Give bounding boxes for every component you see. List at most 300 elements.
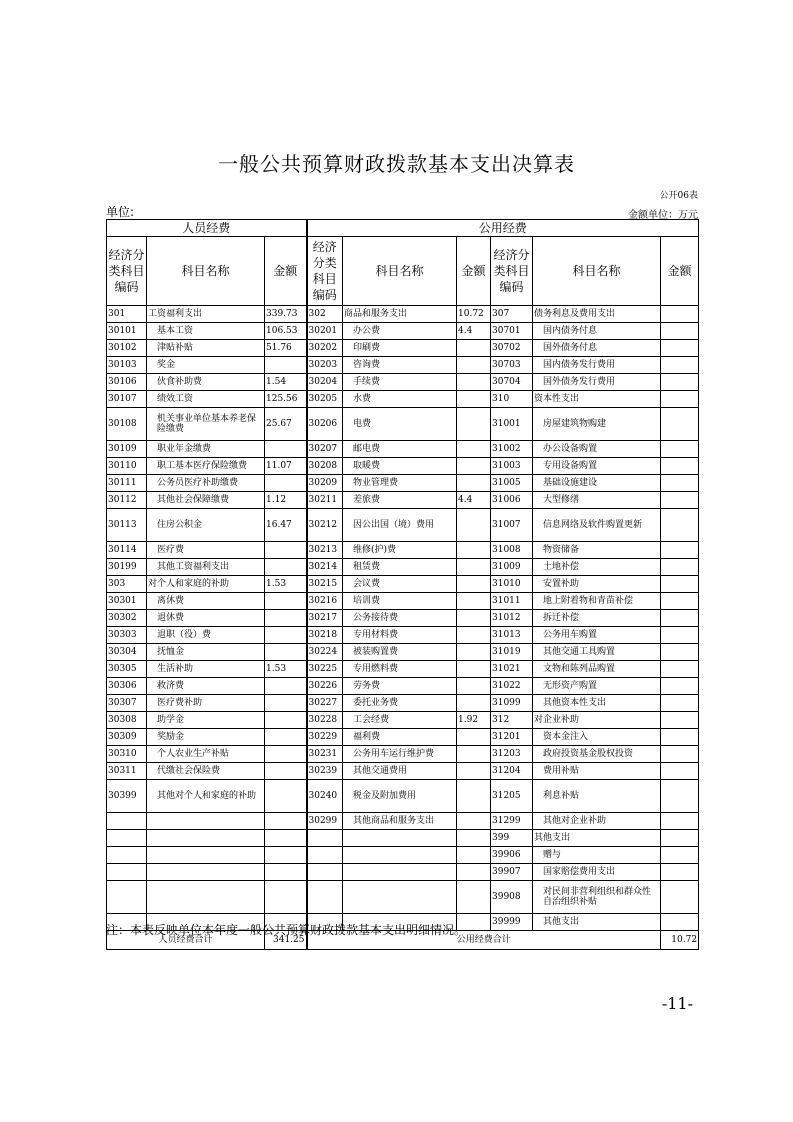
name-cell [147, 864, 265, 881]
table-row [107, 780, 699, 813]
amount-cell [457, 847, 491, 864]
code-cell: 303 [107, 576, 147, 593]
code-cell: 31204 [491, 763, 533, 780]
amount-cell [661, 374, 699, 391]
name-cell: 培训费 [343, 593, 457, 610]
name-cell: 住房公积金 [147, 509, 265, 542]
name-cell: 费用补贴 [533, 763, 661, 780]
amount-cell [661, 914, 699, 931]
name-cell: 机关事业单位基本养老保险缴费 [147, 408, 265, 441]
table-row [107, 306, 699, 323]
name-cell: 信息网络及软件购置更新 [533, 509, 661, 542]
name-cell: 其他资本性支出 [533, 695, 661, 712]
code-cell: 31012 [491, 610, 533, 627]
amount-cell [265, 780, 307, 813]
name-cell: 公务用车购置 [533, 627, 661, 644]
code-cell: 31001 [491, 408, 533, 441]
amount-cell [661, 340, 699, 357]
name-cell: 工会经费 [343, 712, 457, 729]
amount-cell [457, 763, 491, 780]
amount-cell [661, 492, 699, 509]
code-cell: 30107 [107, 391, 147, 408]
name-cell: 奖励金 [147, 729, 265, 746]
amount-cell: 4.4 [457, 323, 491, 340]
name-cell: 水费 [343, 391, 457, 408]
header-code: 经济分类科目编码 [491, 237, 533, 306]
code-cell: 31019 [491, 644, 533, 661]
name-cell: 绩效工资 [147, 391, 265, 408]
name-cell: 专用燃料费 [343, 661, 457, 678]
name-cell: 拆迁补偿 [533, 610, 661, 627]
amount-cell [457, 542, 491, 559]
table-row [107, 391, 699, 408]
name-cell: 物资储备 [533, 542, 661, 559]
table-row [107, 661, 699, 678]
code-cell: 30110 [107, 458, 147, 475]
code-cell: 39906 [491, 847, 533, 864]
code-cell: 30201 [307, 323, 343, 340]
amount-cell [265, 593, 307, 610]
table-row [107, 881, 699, 914]
table-row [107, 830, 699, 847]
amount-cell [661, 661, 699, 678]
code-cell: 30225 [307, 661, 343, 678]
amount-cell [457, 780, 491, 813]
amount-cell: 1.53 [265, 661, 307, 678]
personnel-total-label: 人员经费合计 [107, 931, 265, 950]
name-cell: 对企业补助 [533, 712, 661, 729]
name-cell: 其他工资福利支出 [147, 559, 265, 576]
code-cell: 30111 [107, 475, 147, 492]
name-cell: 其他交通费用 [343, 763, 457, 780]
code-cell: 39999 [491, 914, 533, 931]
code-cell: 30399 [107, 780, 147, 813]
table-row [107, 729, 699, 746]
code-cell: 399 [491, 830, 533, 847]
table-row [107, 593, 699, 610]
name-cell [343, 847, 457, 864]
table-row [107, 374, 699, 391]
section-personnel: 人员经费 [107, 220, 307, 237]
table-row [107, 864, 699, 881]
name-cell [147, 830, 265, 847]
page-title: 一般公共预算财政拨款基本支出决算表 [218, 152, 575, 176]
code-cell: 31203 [491, 746, 533, 763]
amount-cell [265, 763, 307, 780]
table-row [107, 357, 699, 374]
code-cell: 30311 [107, 763, 147, 780]
name-cell: 基本工资 [147, 323, 265, 340]
amount-cell [661, 830, 699, 847]
code-cell: 31009 [491, 559, 533, 576]
name-cell [147, 881, 265, 914]
amount-cell [457, 746, 491, 763]
table-row [107, 813, 699, 830]
public-total-value: 10.72 [661, 931, 699, 950]
amount-cell [265, 881, 307, 914]
code-cell [307, 881, 343, 914]
name-cell: 安置补助 [533, 576, 661, 593]
table-row [107, 492, 699, 509]
name-cell: 退职（役）费 [147, 627, 265, 644]
name-cell: 会议费 [343, 576, 457, 593]
code-cell [307, 830, 343, 847]
header-name: 科目名称 [147, 237, 265, 306]
name-cell: 其他商品和服务支出 [343, 813, 457, 830]
code-cell: 30209 [307, 475, 343, 492]
name-cell [147, 813, 265, 830]
amount-cell: 4.4 [457, 492, 491, 509]
amount-cell [661, 813, 699, 830]
amount-cell: 1.12 [265, 492, 307, 509]
amount-cell [457, 509, 491, 542]
amount-cell [457, 610, 491, 627]
name-cell: 邮电费 [343, 441, 457, 458]
name-cell: 地上附着物和青苗补偿 [533, 593, 661, 610]
code-cell: 30202 [307, 340, 343, 357]
table-row [107, 340, 699, 357]
amount-cell [457, 729, 491, 746]
name-cell: 其他社会保障缴费 [147, 492, 265, 509]
section-public: 公用经费 [307, 220, 699, 237]
amount-cell [661, 864, 699, 881]
amount-cell [265, 542, 307, 559]
amount-cell: 11.07 [265, 458, 307, 475]
amount-cell: 16.47 [265, 509, 307, 542]
name-cell: 国家赔偿费用支出 [533, 864, 661, 881]
name-cell: 医疗费补助 [147, 695, 265, 712]
amount-unit: 金额单位：万元 [628, 210, 698, 221]
name-cell: 伙食补助费 [147, 374, 265, 391]
code-cell: 30306 [107, 678, 147, 695]
name-cell: 基础设施建设 [533, 475, 661, 492]
name-cell [343, 864, 457, 881]
page-number: -11- [661, 994, 693, 1013]
amount-cell [457, 357, 491, 374]
name-cell [343, 830, 457, 847]
code-cell: 307 [491, 306, 533, 323]
amount-cell [265, 644, 307, 661]
name-cell: 资本性支出 [533, 391, 661, 408]
name-cell: 福利费 [343, 729, 457, 746]
name-cell: 救济费 [147, 678, 265, 695]
amount-cell [457, 458, 491, 475]
table-row [107, 695, 699, 712]
form-number: 公开06表 [659, 191, 698, 201]
table-row [107, 712, 699, 729]
name-cell: 职工基本医疗保险缴费 [147, 458, 265, 475]
amount-cell: 125.56 [265, 391, 307, 408]
code-cell: 30299 [307, 813, 343, 830]
amount-cell [457, 830, 491, 847]
code-cell: 30703 [491, 357, 533, 374]
unit-label: 单位: [106, 205, 135, 219]
code-cell: 30302 [107, 610, 147, 627]
amount-cell [265, 441, 307, 458]
code-cell: 30112 [107, 492, 147, 509]
amount-cell [661, 441, 699, 458]
code-cell: 30229 [307, 729, 343, 746]
amount-cell [265, 357, 307, 374]
name-cell: 文物和陈列品购置 [533, 661, 661, 678]
code-cell: 30216 [307, 593, 343, 610]
amount-cell: 51.76 [265, 340, 307, 357]
code-cell: 30702 [491, 340, 533, 357]
section-header-row [107, 220, 699, 237]
amount-cell: 339.73 [265, 306, 307, 323]
amount-cell [457, 408, 491, 441]
name-cell: 资本金注入 [533, 729, 661, 746]
code-cell: 30305 [107, 661, 147, 678]
amount-cell [457, 374, 491, 391]
code-cell: 30704 [491, 374, 533, 391]
code-cell: 30304 [107, 644, 147, 661]
code-cell: 31299 [491, 813, 533, 830]
name-cell: 商品和服务支出 [343, 306, 457, 323]
code-cell: 31205 [491, 780, 533, 813]
name-cell: 其他支出 [533, 914, 661, 931]
amount-cell [661, 593, 699, 610]
personnel-total-value: 341.25 [265, 931, 307, 950]
code-cell: 39907 [491, 864, 533, 881]
amount-cell [457, 627, 491, 644]
name-cell: 手续费 [343, 374, 457, 391]
name-cell: 公务用车运行维护费 [343, 746, 457, 763]
code-cell: 30206 [307, 408, 343, 441]
name-cell: 国内债务付息 [533, 323, 661, 340]
code-cell: 30101 [107, 323, 147, 340]
code-cell: 30231 [307, 746, 343, 763]
amount-cell [265, 729, 307, 746]
name-cell: 其他交通工具购置 [533, 644, 661, 661]
amount-cell [265, 864, 307, 881]
code-cell: 30240 [307, 780, 343, 813]
amount-cell [661, 881, 699, 914]
code-cell: 31003 [491, 458, 533, 475]
code-cell: 30108 [107, 408, 147, 441]
table-row [107, 509, 699, 542]
expenditure-table [106, 219, 699, 950]
code-cell: 30205 [307, 391, 343, 408]
code-cell: 30109 [107, 441, 147, 458]
amount-cell [457, 864, 491, 881]
table-row [107, 627, 699, 644]
table-row [107, 475, 699, 492]
code-cell: 31099 [491, 695, 533, 712]
name-cell: 抚恤金 [147, 644, 265, 661]
amount-cell [661, 542, 699, 559]
footnote: 注：本表反映单位本年度一般公共预算财政拨款基本支出明细情况。 [106, 923, 467, 937]
name-cell: 办公费 [343, 323, 457, 340]
amount-cell: 1.92 [457, 712, 491, 729]
code-cell [307, 864, 343, 881]
name-cell: 职业年金缴费 [147, 441, 265, 458]
code-cell: 30303 [107, 627, 147, 644]
amount-cell [661, 357, 699, 374]
code-cell: 30227 [307, 695, 343, 712]
code-cell: 30224 [307, 644, 343, 661]
amount-cell [661, 746, 699, 763]
code-cell: 310 [491, 391, 533, 408]
amount-cell [661, 408, 699, 441]
table-row [107, 559, 699, 576]
code-cell: 31022 [491, 678, 533, 695]
amount-cell [661, 576, 699, 593]
amount-cell [457, 593, 491, 610]
code-cell: 312 [491, 712, 533, 729]
code-cell: 31008 [491, 542, 533, 559]
code-cell: 30106 [107, 374, 147, 391]
code-cell: 30102 [107, 340, 147, 357]
amount-cell [265, 746, 307, 763]
name-cell: 办公设备购置 [533, 441, 661, 458]
code-cell: 30203 [307, 357, 343, 374]
code-cell: 30103 [107, 357, 147, 374]
code-cell: 30211 [307, 492, 343, 509]
amount-cell [457, 881, 491, 914]
name-cell: 利息补贴 [533, 780, 661, 813]
code-cell [107, 864, 147, 881]
amount-cell [457, 391, 491, 408]
table-row [107, 644, 699, 661]
name-cell: 奖金 [147, 357, 265, 374]
amount-cell [661, 306, 699, 323]
code-cell: 30114 [107, 542, 147, 559]
code-cell: 302 [307, 306, 343, 323]
table-row [107, 576, 699, 593]
name-cell: 房屋建筑物购建 [533, 408, 661, 441]
name-cell: 离休费 [147, 593, 265, 610]
code-cell: 30239 [307, 763, 343, 780]
code-cell: 30228 [307, 712, 343, 729]
amount-cell [661, 678, 699, 695]
name-cell: 退休费 [147, 610, 265, 627]
amount-cell: 10.72 [457, 306, 491, 323]
amount-cell [265, 695, 307, 712]
code-cell: 30226 [307, 678, 343, 695]
code-cell: 31007 [491, 509, 533, 542]
amount-cell [265, 847, 307, 864]
table-row [107, 408, 699, 441]
amount-cell [661, 559, 699, 576]
name-cell: 税金及附加费用 [343, 780, 457, 813]
name-cell: 公务员医疗补助缴费 [147, 475, 265, 492]
amount-cell [661, 391, 699, 408]
table-row [107, 542, 699, 559]
name-cell: 物业管理费 [343, 475, 457, 492]
amount-cell [265, 610, 307, 627]
amount-cell [457, 695, 491, 712]
name-cell: 无形资产购置 [533, 678, 661, 695]
amount-cell [457, 576, 491, 593]
code-cell: 30214 [307, 559, 343, 576]
amount-cell: 25.67 [265, 408, 307, 441]
amount-cell [457, 813, 491, 830]
code-cell: 31005 [491, 475, 533, 492]
name-cell: 医疗费 [147, 542, 265, 559]
code-cell [307, 847, 343, 864]
code-cell: 30113 [107, 509, 147, 542]
table-row [107, 441, 699, 458]
table-row [107, 847, 699, 864]
code-cell: 30310 [107, 746, 147, 763]
table-row [107, 610, 699, 627]
name-cell: 其他对企业补助 [533, 813, 661, 830]
name-cell: 国内债务发行费用 [533, 357, 661, 374]
amount-cell [265, 712, 307, 729]
name-cell: 大型修缮 [533, 492, 661, 509]
code-cell [107, 830, 147, 847]
header-name: 科目名称 [343, 237, 457, 306]
name-cell: 专用设备购置 [533, 458, 661, 475]
name-cell: 租赁费 [343, 559, 457, 576]
table-row [107, 678, 699, 695]
amount-cell [457, 559, 491, 576]
code-cell: 31011 [491, 593, 533, 610]
header-code: 经济分类科目编码 [307, 237, 343, 306]
name-cell: 被装购置费 [343, 644, 457, 661]
amount-cell [661, 763, 699, 780]
header-amount: 金额 [457, 237, 491, 306]
name-cell: 债务利息及费用支出 [533, 306, 661, 323]
column-header-row [107, 237, 699, 306]
name-cell: 赠与 [533, 847, 661, 864]
amount-cell [661, 695, 699, 712]
name-cell: 国外债务发行费用 [533, 374, 661, 391]
name-cell: 对个人和家庭的补助 [147, 576, 265, 593]
code-cell [107, 847, 147, 864]
code-cell: 31201 [491, 729, 533, 746]
name-cell: 对民间非营利组织和群众性自治组织补贴 [533, 881, 661, 914]
amount-cell [265, 678, 307, 695]
code-cell: 301 [107, 306, 147, 323]
table-row [107, 323, 699, 340]
name-cell: 其他支出 [533, 830, 661, 847]
amount-cell [457, 441, 491, 458]
code-cell: 30308 [107, 712, 147, 729]
code-cell: 30701 [491, 323, 533, 340]
name-cell: 电费 [343, 408, 457, 441]
amount-cell [265, 830, 307, 847]
amount-cell [661, 475, 699, 492]
name-cell: 劳务费 [343, 678, 457, 695]
amount-cell [265, 559, 307, 576]
code-cell: 31010 [491, 576, 533, 593]
code-cell: 30208 [307, 458, 343, 475]
name-cell: 生活补助 [147, 661, 265, 678]
code-cell: 30309 [107, 729, 147, 746]
amount-cell [661, 712, 699, 729]
code-cell: 30212 [307, 509, 343, 542]
amount-cell [457, 661, 491, 678]
amount-cell [661, 509, 699, 542]
amount-cell [661, 627, 699, 644]
code-cell: 30218 [307, 627, 343, 644]
name-cell: 代缴社会保险费 [147, 763, 265, 780]
code-cell [107, 813, 147, 830]
amount-cell [661, 729, 699, 746]
header-amount: 金额 [661, 237, 699, 306]
code-cell: 39908 [491, 881, 533, 914]
amount-cell [661, 780, 699, 813]
code-cell: 31013 [491, 627, 533, 644]
name-cell: 取暖费 [343, 458, 457, 475]
table-row [107, 763, 699, 780]
name-cell: 专用材料费 [343, 627, 457, 644]
code-cell: 30217 [307, 610, 343, 627]
amount-cell: 1.54 [265, 374, 307, 391]
name-cell [343, 881, 457, 914]
